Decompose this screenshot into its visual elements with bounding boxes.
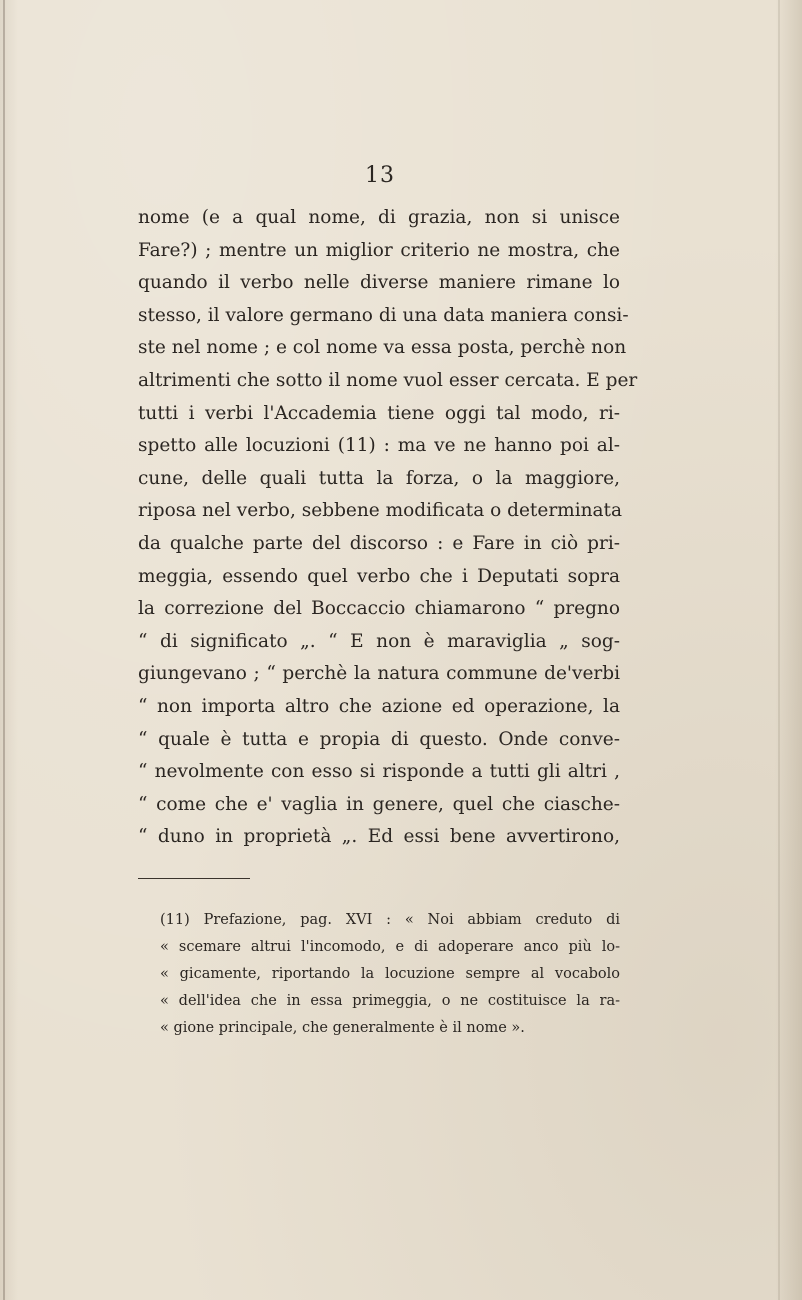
body-line: “ nevolmente con esso si risponde a tutti gli altri , (138, 761, 620, 783)
body-line: la correzione del Boccaccio chiamarono “ pregno (138, 598, 620, 620)
body-line: spetto alle locuzioni (11) : ma ve ne hanno poi al- (138, 435, 620, 457)
body-line: “ come che e' vaglia in genere, quel che ciasche- (138, 793, 620, 815)
body-line: giungevano ; “ perchè la natura commune de'verbi (138, 663, 620, 685)
body-line: “ quale è tutta e propia di questo. Onde conve- (138, 728, 620, 750)
body-line: riposa nel verbo, sebbene modificata o determinata (138, 500, 623, 522)
body-line: ste nel nome ; e col nome va essa posta, perchè non (138, 337, 627, 359)
body-line: altrimenti che sotto il nome vuol esser cercata. E per (138, 369, 638, 391)
body-line: nome (e a qual nome, di grazia, non si unisce (138, 207, 620, 228)
footnote-line: « gione principale, che generalmente è il nome ». (160, 1020, 525, 1036)
footnote-line: « gicamente, riportando la locuzione sempre al vocabolo (160, 966, 620, 982)
body-line: da qualche parte del discorso : e Fare in ciò pri- (138, 532, 620, 554)
body-line: tutti i verbi l'Accademia tiene oggi tal modo, ri- (138, 402, 620, 424)
page-edge-right (778, 0, 780, 1300)
body-line: “ di significato „. “ E non è maraviglia „ sog- (138, 630, 620, 652)
footnote-line: « dell'idea che in essa primeggia, o ne costituisce la ra- (160, 993, 620, 1009)
footnote-line: (11) Prefazione, pag. XVI : « Noi abbiam creduto di (160, 912, 620, 928)
body-line: “ non importa altro che azione ed operazione, la (138, 695, 620, 717)
footnote-separator (138, 878, 250, 879)
page-edge-left (3, 0, 5, 1300)
footnote-line: « scemare altrui l'incomodo, e di adoperare anco più lo- (160, 939, 620, 955)
body-line: “ duno in proprietà „. Ed essi bene avvertirono, (138, 826, 620, 848)
body-line: Fare?) ; mentre un miglior criterio ne mostra, che (138, 239, 620, 261)
footnote (160, 907, 620, 1042)
page-number: 13 (365, 163, 395, 188)
body-line: meggia, essendo quel verbo che i Deputati sopra (138, 565, 620, 587)
body-line: quando il verbo nelle diverse maniere rimane lo (138, 272, 620, 294)
body-line: stesso, il valore germano di una data maniera consi- (138, 304, 629, 326)
body-line: cune, delle quali tutta la forza, o la maggiore, (138, 467, 620, 489)
body-text (138, 202, 638, 854)
